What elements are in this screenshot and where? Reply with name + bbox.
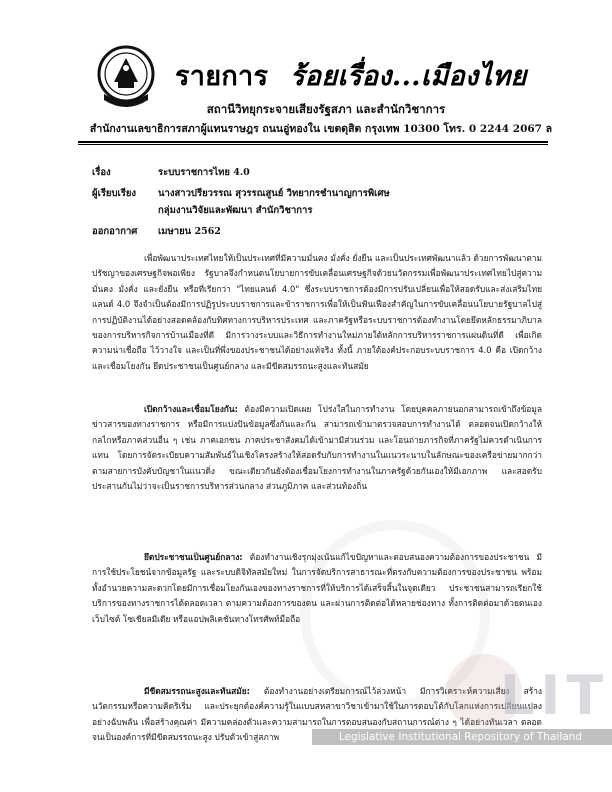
meta-airdate-row: [92, 224, 221, 239]
meta-author-row: [92, 186, 390, 201]
airdate-label: ออกอากาศ: [92, 226, 138, 237]
repository-logo-letters: LIT: [500, 664, 610, 727]
airdate-value: เมษายน 2562: [158, 226, 221, 237]
meta-author-row-2: [92, 203, 312, 218]
topic-label: เรื่อง: [92, 167, 111, 178]
repository-caption: Legislative Institutional Repository of Thailand: [312, 729, 612, 745]
section-citizen-centric: [92, 550, 542, 627]
topic-value: ระบบราชการไทย 4.0: [158, 167, 250, 178]
author-label: ผู้เรียบเรียง: [92, 188, 137, 199]
author-value-line-1: นางสาวปรียวรรณ สุวรรณสูนย์ วิทยากรชำนาญการพิเศษ: [158, 188, 390, 199]
section-open-connected-text: ต้องมีความเปิดเผย โปร่งใสในการทำงาน โดยบุคคลภายนอกสามารถเข้าถึงข้อมูลข่าวสารของทางราชการ หรือมีการแบ่งปันข้อมูลซึ่งกันและกัน สามารถเข้ามาตรวจสอบการทำงานได้ ตลอดจนเปิดกว้างให้กลไกหรือภาคส่วนอื่น ๆ เช่น ภาคเอกชน ภาคประชาสังคมได้เข้ามามีส่วนร่วม และโอนถ่ายภารกิจที่ภาครัฐไม่ควรดำเนินการแทน โดยการจัดระเบียบความสัมพันธ์ในเชิงโครงสร้างให้สอดรับกับการทำงานในแนวระนาบในลักษณะของเครือข่ายมากกว่าตามสายการบังคับบัญชาในแนวดิ่ง ขณะเดียวกันยังต้องเชื่อมโยงการทำงานในภาครัฐด้วยกันเองให้มีเอกภาพ และสอดรับประสานกันไม่ว่าจะเป็นราชการบริหารส่วนกลาง ส่วนภูมิภาค และส่วนท้องถิ่น: [92, 404, 542, 492]
intro-paragraph: เพื่อพัฒนาประเทศไทยให้เป็นประเทศที่มีความมั่นคง มั่งคั่ง ยั่งยืน และเป็นประเทศพัฒนาแล้ว ด้วยการพัฒนาตามปรัชญาของเศรษฐกิจพอเพียง รัฐบาลจึงกำหนดนโยบายการขับเคลื่อนเศรษฐกิจด้วยนวัตกรรมเพื่อพัฒนาประเทศไทยไปสู่ความมั่นคง มั่งคั่ง และยั่งยืน หรือที่เรียกว่า "ไทยแลนด์ 4.0" ซึ่งระบบราชการต้องมีการปรับเปลี่ยนเพื่อให้สอดรับและส่งเสริมไทยแลนด์ 4.0 จึงจำเป็นต้องมีการปฏิรูประบบราชการและข้าราชการเพื่อให้เป็นฟันเฟืองสำคัญในการขับเคลื่อนนโยบายรัฐบาลไปสู่การปฏิบัติงานได้อย่างสอดคล้องกับทิศทางการบริหารประเทศ และภาครัฐหรือระบบราชการต้องทำงานโดยยึดหลักธรรมาภิบาลของการบริหารกิจการบ้านเมืองที่ดี มีการวางระบบและวิธีการทำงานใหม่ภายใต้หลักการบริหารราชการแผ่นดินที่ดี เพื่อเกิดความน่าเชื่อถือ ไว้วางใจ และเป็นที่พึ่งของประชาชนได้อย่างแท้จริง ทั้งนี้ ภายใต้องค์ประกอบระบบราชการ 4.0 คือ เปิดกว้างและเชื่อมโยงกัน ยึดประชาชนเป็นศูนย์กลาง และมีขีดสมรรถนะสูงและทันสมัย: [92, 253, 542, 371]
header-divider-thin: [78, 144, 548, 145]
section-citizen-centric-heading: ยึดประชาชนเป็นศูนย์กลาง:: [144, 552, 243, 562]
author-value-line-2: กลุ่มงานวิจัยและพัฒนา สำนักวิชาการ: [158, 205, 313, 216]
title-prefix: รายการ: [175, 61, 269, 92]
organization-line-1: สถานีวิทยุกระจายเสียงรัฐสภา และสำนักวิชาการ: [206, 102, 446, 116]
section-high-performance-text: ต้องทำงานอย่างเตรียมการณ์ไว้ล่วงหน้า มีการวิเคราะห์ความเสี่ยง สร้างนวัตกรรมหรือความคิดริเริ่ม และประยุกต์องค์ความรู้ในแบบสหสาขาวิชาเข้ามาใช้ในการตอบโต้กับโลกแห่งการเปลี่ยนแปลงอย่างฉับพลัน เพื่อสร้างคุณค่า มีความคล่องตัวและความสามารถในการตอบสนองกับสถานการณ์ต่าง ๆ ได้อย่างทันเวลา ตลอดจนเป็นองค์การที่มีขีดสมรรถนะสูง ปรับตัวเข้าสู่สภาพ: [92, 686, 542, 743]
section-high-performance-heading: มีขีดสมรรถนะสูงและทันสมัย:: [144, 686, 250, 696]
organization-address-line: สำนักงานเลขาธิการสภาผู้แทนราษฎร ถนนอู่ทองใน เขตดุสิต กรุงเทพ 10300 โทร. 0 2244 2067 ล: [89, 123, 553, 135]
header-divider-thick: [78, 141, 548, 143]
section-open-connected-heading: เปิดกว้างและเชื่อมโยงกัน:: [144, 404, 238, 414]
section-open-connected: [92, 402, 542, 494]
section-citizen-centric-text: ต้องทำงานเชิงรุกมุ่งเน้นแก้ไขปัญหาและตอบสนองความต้องการของประชาชน มีการใช้ประโยชน์จากข้อมูลรัฐ และระบบดิจิทัลสมัยใหม่ ในการจัดบริการสาธารณะที่ตรงกับความต้องการของประชาชน พร้อมทั้งอำนวยความสะดวกโดยมีการเชื่อมโยงกันเองของทางราชการที่ให้บริการได้เสร็จสิ้นในจุดเดียว ประชาชนสามารถเรียกใช้บริการของทางราชการได้ตลอดเวลา ตามความต้องการของตน และผ่านการติดต่อได้หลายช่องทาง ทั้งการติดต่อมาด้วยตนเอง เว็บไซต์ โซเชียลมีเดีย หรือแอปพลิเคชันทางโทรศัพท์มือถือ: [92, 552, 542, 624]
program-title: [175, 54, 535, 97]
meta-topic-row: [92, 165, 250, 180]
program-name: ร้อยเรื่อง...เมืองไทย: [290, 61, 527, 92]
